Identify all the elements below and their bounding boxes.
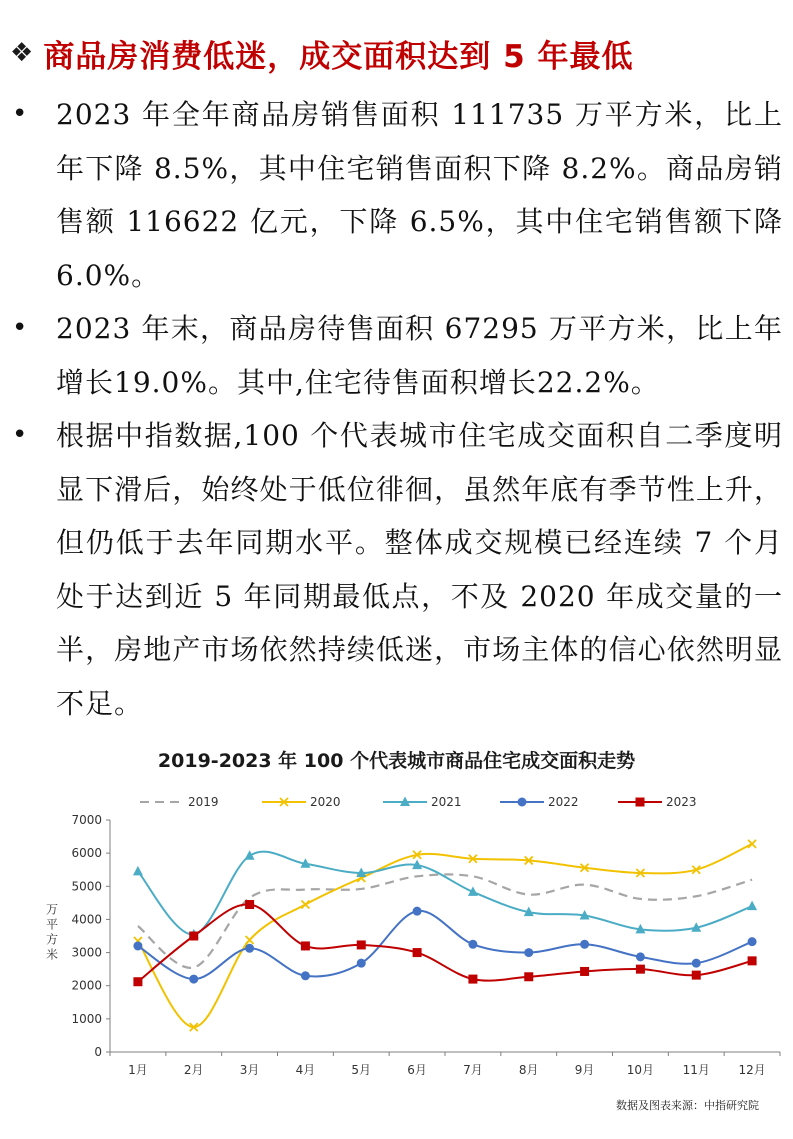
- data-point-2022: [413, 907, 422, 916]
- bullet-list: [8, 88, 783, 730]
- bullet-text: 2023 年全年商品房销售面积 111735 万平方米，比上年下降 8.5%，其中住宅销售面积下降 8.2%。商品房销售额 116622 亿元，下降 6.5%，其中住宅销售额下降 6.0%。: [56, 98, 783, 292]
- source-note: 数据及图表来源：中指研究院: [616, 1099, 759, 1112]
- data-point-2022: [692, 959, 701, 968]
- y-tick-label: 3000: [71, 945, 102, 960]
- bullet-dot-icon: •: [12, 420, 29, 450]
- x-tick-label: 6月: [407, 1063, 427, 1077]
- bullet-text: 根据中指数据,100 个代表城市住宅成交面积自二季度明显下滑后，始终处于低位徘徊，虽然年底有季节性上升，但仍低于去年同期水平。整体成交规模已经连续 7 个月处于达到近 5 年同期最低点，不及 2020 年成交量的一半，房地产市场依然持续低迷，市场主体的信心依然明显不足。: [56, 419, 783, 720]
- y-tick-label: 2000: [71, 978, 102, 993]
- x-tick-label: 10月: [626, 1063, 655, 1077]
- data-point-2023: [748, 956, 757, 965]
- data-point-2022: [580, 940, 589, 949]
- legend-marker-2023: [636, 798, 645, 807]
- data-point-2022: [524, 948, 533, 957]
- x-tick-label: 9月: [574, 1063, 595, 1077]
- series-line-2023: [138, 904, 752, 981]
- data-point-2023: [413, 948, 422, 957]
- chart-title: 2019-2023 年 100 个代表城市商品住宅成交面积走势: [157, 750, 636, 772]
- y-tick-label: 7000: [71, 813, 102, 827]
- data-point-2023: [133, 977, 142, 986]
- bullet-dot-icon: •: [12, 313, 29, 343]
- data-point-2023: [524, 972, 533, 981]
- data-point-2023: [636, 965, 645, 974]
- data-point-2022: [133, 941, 142, 950]
- y-tick-label: 6000: [71, 846, 102, 861]
- x-tick-label: 7月: [463, 1063, 483, 1077]
- x-tick-label: 5月: [351, 1063, 372, 1077]
- series-line-2022: [138, 911, 752, 979]
- series-line-2020: [138, 844, 752, 1027]
- legend-label-2020: 2020: [310, 795, 341, 809]
- data-point-2022: [636, 952, 645, 961]
- series-line-2021: [138, 852, 752, 935]
- data-point-2022: [468, 940, 477, 949]
- data-point-2022: [748, 937, 757, 946]
- series-line-2019: [138, 874, 752, 967]
- data-point-2022: [245, 944, 254, 953]
- data-point-2023: [580, 967, 589, 976]
- x-tick-label: 2月: [183, 1063, 204, 1077]
- data-point-2023: [245, 900, 254, 909]
- data-point-2022: [357, 959, 366, 968]
- data-point-2022: [189, 975, 198, 984]
- x-tick-label: 3月: [239, 1063, 260, 1077]
- bullet-item: [8, 302, 783, 409]
- data-point-2020: [301, 901, 309, 909]
- y-tick-label: 0: [94, 1045, 102, 1059]
- data-point-2021: [133, 866, 143, 876]
- x-tick-label: 8月: [518, 1063, 539, 1077]
- diamond-bullet-icon: ❖: [10, 38, 34, 68]
- data-point-2022: [301, 971, 310, 980]
- bullet-item: [8, 88, 783, 302]
- legend-label-2021: 2021: [431, 795, 462, 809]
- bullet-item: [8, 409, 783, 730]
- legend-marker-2022: [518, 798, 527, 807]
- data-point-2023: [189, 932, 198, 941]
- heading-text: 商品房消费低迷，成交面积达到 5 年最低: [43, 38, 634, 75]
- data-point-2021: [747, 901, 757, 911]
- bullet-text: 2023 年末，商品房待售面积 67295 万平方米，比上年增长19.0%。其中,住宅待售面积增长22.2%。: [56, 312, 783, 399]
- legend-label-2022: 2022: [548, 795, 579, 809]
- line-chart: [0, 780, 793, 1090]
- x-tick-label: 4月: [295, 1063, 316, 1077]
- legend-label-2023: 2023: [666, 795, 697, 809]
- data-point-2023: [301, 941, 310, 950]
- y-tick-label: 1000: [71, 1011, 102, 1026]
- data-point-2023: [692, 971, 701, 980]
- section-heading: [10, 30, 633, 76]
- x-tick-label: 12月: [738, 1063, 766, 1077]
- data-point-2020: [748, 840, 756, 848]
- data-point-2023: [468, 975, 477, 984]
- legend-label-2019: 2019: [188, 795, 219, 809]
- bullet-dot-icon: •: [12, 99, 29, 129]
- x-tick-label: 11月: [682, 1063, 710, 1077]
- y-tick-label: 4000: [71, 912, 102, 927]
- y-axis-label: 万平方米: [45, 902, 59, 962]
- x-tick-label: 1月: [128, 1063, 148, 1077]
- y-tick-label: 5000: [71, 879, 102, 894]
- data-point-2020: [246, 936, 254, 944]
- data-point-2023: [357, 940, 366, 949]
- data-point-2021: [245, 850, 255, 860]
